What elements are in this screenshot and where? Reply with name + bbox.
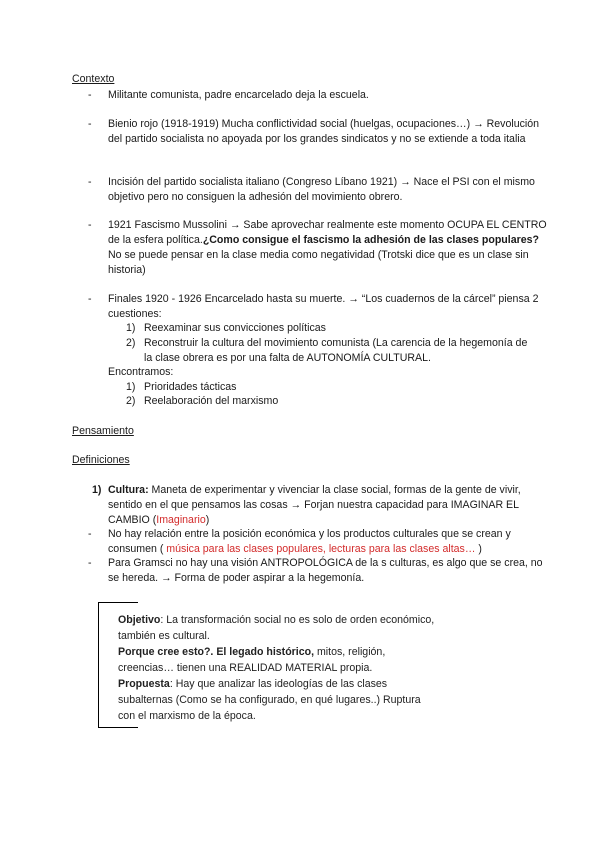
contexto-heading: Contexto — [72, 73, 115, 85]
bullet-dash: - — [88, 528, 92, 540]
list-item: - No hay relación entre la posición económica y los productos culturales que se crean y consumen ( música para las clases populares, lecturas para las clases altas… ) — [88, 528, 511, 555]
porque-paragraph: Porque cree esto?. El legado histórico, mitos, religión, creencias… tienen una REALIDAD MATERIAL propia. — [118, 646, 386, 674]
list-item: - Finales 1920 - 1926 Encarcelado hasta su muerte. → “Los cuadernos de la cárcel” piensa 2 cuestiones: — [88, 293, 539, 320]
bullet-dash: - — [88, 176, 92, 188]
bullet-dash: - — [88, 89, 92, 101]
list-item: - 1921 Fascismo Mussolini → Sabe aprovechar realmente este momento OCUPA EL CENTRO de la esfera política.¿Como consigue el fascismo la adhesión de las clases populares? No se puede pensar en la clase media como negatividad (Trotski dice que es un clase sin historia) — [88, 219, 547, 276]
numbered-item: 2) Reelaboración del marxismo — [126, 395, 279, 407]
list-item: - Para Gramsci no hay una visión ANTROPOLÓGICA de la s culturas, es algo que se crea, no se hereda. → Forma de poder aspirar a la hegemonía. — [88, 557, 543, 584]
box-bottom-border — [98, 727, 138, 728]
definition-item-cultura: 1) Cultura: Maneta de experimentar y vivenciar la clase social, formas de la gente de vivir, sentido en el que pensamos las cosas → Forjan nuestra capacidad para IMAGINAR EL CAMBIO (Imaginario) — [92, 484, 521, 526]
definiciones-heading: Definiciones — [72, 454, 130, 466]
bullet-dash: - — [88, 293, 92, 305]
objetivo-paragraph: Objetivo: La transformación social no es solo de orden económico, también es cultural. — [118, 614, 435, 642]
bullet-dash: - — [88, 557, 92, 569]
box-content — [118, 612, 438, 724]
propuesta-paragraph: Propuesta: Hay que analizar las ideologías de las clases subalternas (Como se ha configurado, en qué lugares..) Ruptura con el marxismo de la época. — [118, 678, 421, 722]
list-item: - Incisión del partido socialista italiano (Congreso Líbano 1921) → Nace el PSI con el mismo objetivo pero no consiguen la adhesión del movimiento obrero. — [88, 176, 535, 203]
numbered-item: 2) Reconstruir la cultura del movimiento comunista (La carencia de la hegemonía de la clase obrera es por una falta de AUTONOMÍA CULTURAL. — [126, 337, 528, 364]
list-item: - Bienio rojo (1918-1919) Mucha conflictividad social (huelgas, ocupaciones…) → Revolución del partido socialista no apoyada por los grandes sindicatos y no se extiende a toda italia — [88, 118, 540, 145]
summary-box — [98, 602, 435, 728]
bullet-dash: - — [88, 219, 92, 231]
encontramos-label: Encontramos: — [108, 366, 174, 378]
pensamiento-heading: Pensamiento — [72, 425, 134, 437]
numbered-item: 1) Prioridades tácticas — [126, 381, 237, 393]
bullet-dash: - — [88, 118, 92, 130]
list-item: - Militante comunista, padre encarcelado deja la escuela. — [88, 89, 369, 101]
box-left-border — [98, 602, 99, 728]
box-top-border — [98, 602, 138, 603]
numbered-item: 1) Reexaminar sus convicciones políticas — [126, 322, 326, 334]
